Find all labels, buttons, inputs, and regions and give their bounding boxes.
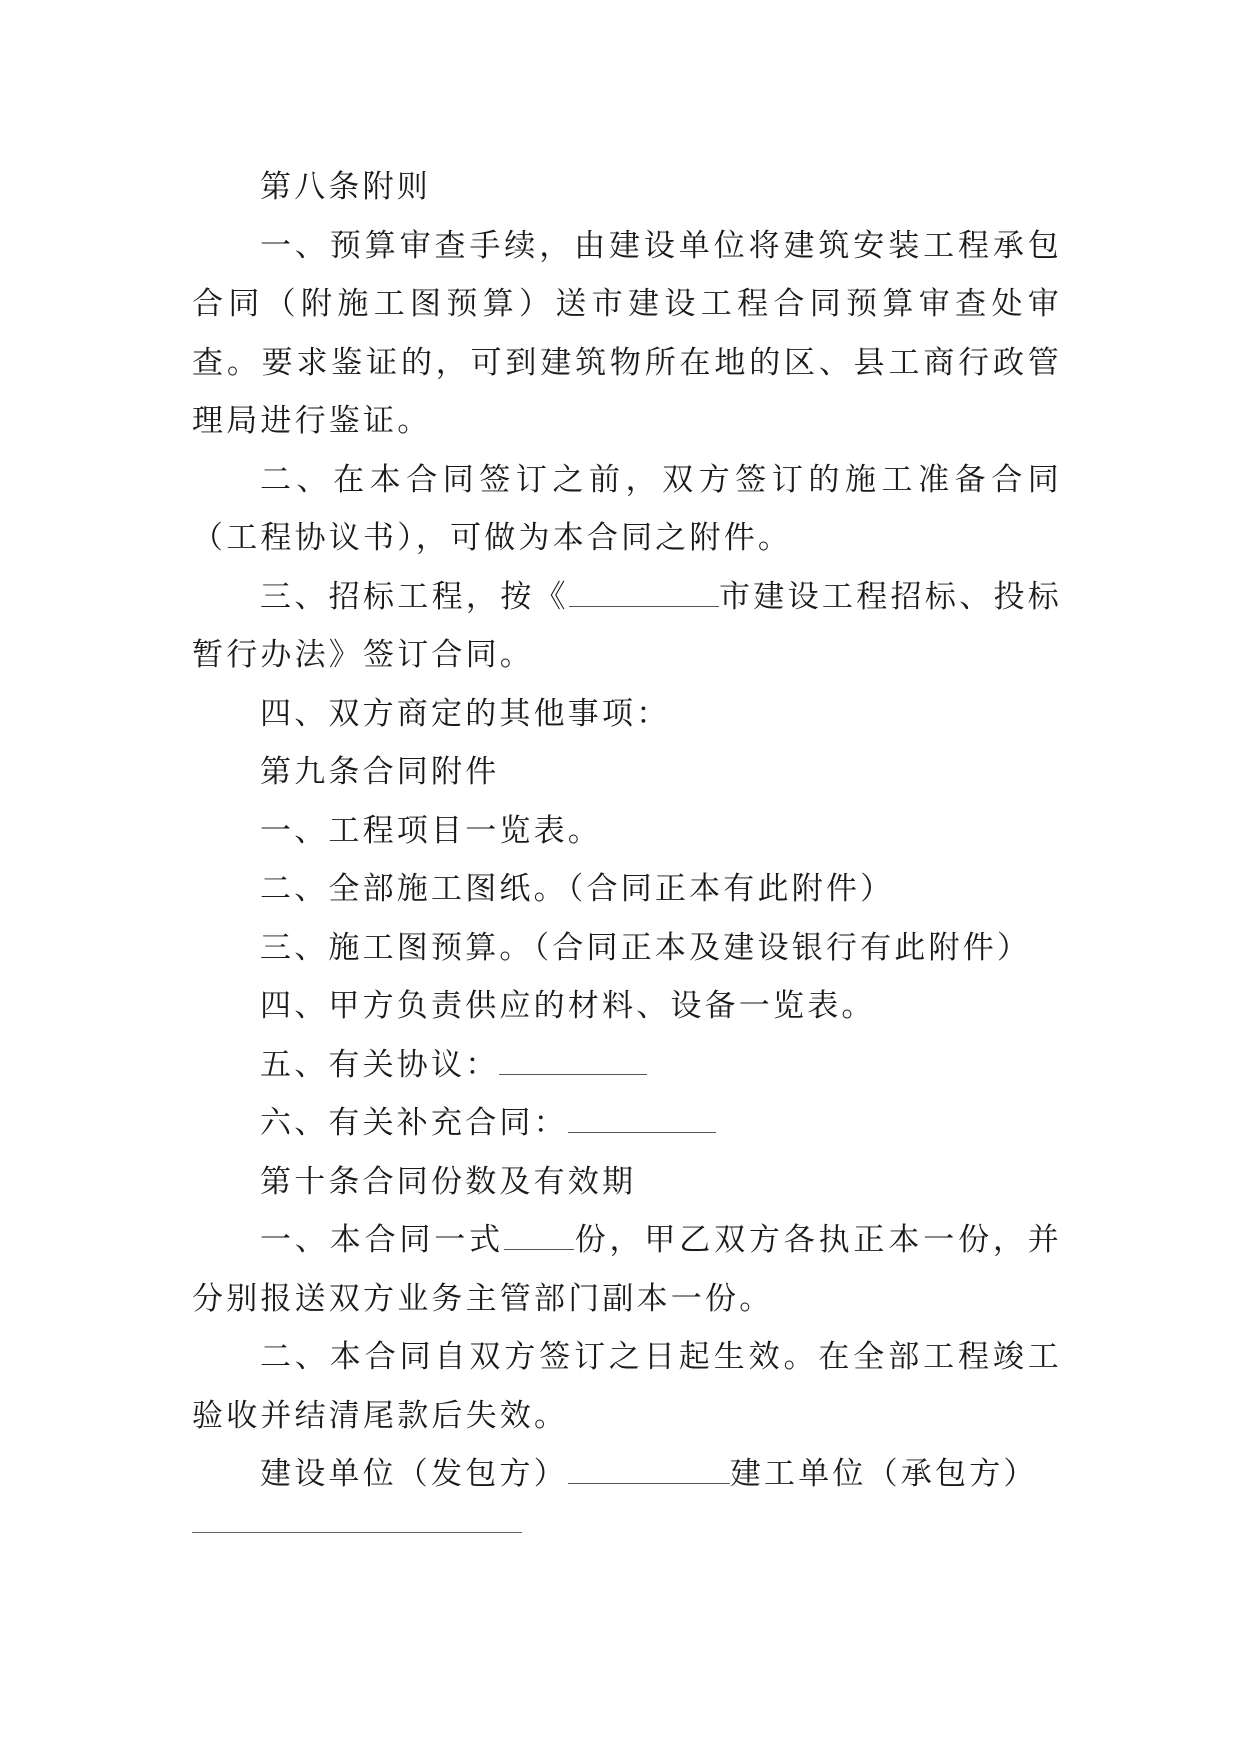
text-segment: 三、招标工程，按《 [260, 578, 569, 615]
text-segment: 一、本合同一式 [260, 1222, 504, 1258]
list-item-attachment-2: 二、全部施工图纸。（合同正本有此附件） [260, 871, 895, 907]
text-segment: 五、有关协议： [260, 1046, 500, 1083]
paragraph-budget-review: 一、预算审查手续，由建设单位将建筑安装工程承包合同（附施工图预算）送市建设工程合同预算审查处审查。要求鉴证的，可到建筑物所在地的区、县工商行政管理局进行鉴证。 [192, 227, 1062, 439]
signature-line-parties [192, 1445, 1062, 1504]
fill-in-blank-footer [192, 1532, 522, 1533]
list-item-attachment-1: 一、工程项目一览表。 [260, 812, 602, 849]
text-segment: 建工单位（承包方） [729, 1456, 1038, 1492]
paragraph-copies [192, 1211, 1062, 1328]
section-heading-article-10: 第十条合同份数及有效期 [260, 1163, 637, 1200]
list-item-attachment-4: 四、甲方负责供应的材料、设备一览表。 [260, 988, 876, 1024]
fill-in-blank-supplement [568, 1106, 716, 1133]
list-item-attachment-3: 三、施工图预算。（合同正本及建设银行有此附件） [260, 929, 1032, 966]
list-item-attachment-5 [192, 1036, 1062, 1095]
contract-text [192, 158, 1062, 1504]
text-segment: 份，甲乙双方各执正本一份，并分别报送双方业务主管部门副本一份。 [192, 1222, 1062, 1317]
paragraph-other-matters: 四、双方商定的其他事项： [260, 695, 671, 732]
fill-in-blank-agreement [499, 1048, 647, 1075]
text-segment: 六、有关补充合同： [260, 1105, 568, 1141]
fill-in-blank-city [569, 580, 719, 607]
fill-in-blank-signature [568, 1457, 730, 1484]
section-heading-article-8: 第八条附则 [260, 169, 431, 205]
fill-in-blank-copies [504, 1223, 574, 1250]
paragraph-preparation-contract: 二、在本合同签订之前，双方签订的施工准备合同（工程协议书），可做为本合同之附件。 [192, 461, 1062, 556]
list-item-attachment-6 [192, 1094, 1062, 1153]
text-segment: 市建设工程招标、投标暂行办法》签订合同。 [192, 578, 1062, 673]
paragraph-validity: 二、本合同自双方签订之日起生效。在全部工程竣工验收并结清尾款后失效。 [192, 1339, 1062, 1434]
text-segment: 建设单位（发包方） [260, 1456, 568, 1492]
paragraph-bidding [192, 568, 1062, 685]
section-heading-article-9: 第九条合同附件 [260, 754, 500, 790]
